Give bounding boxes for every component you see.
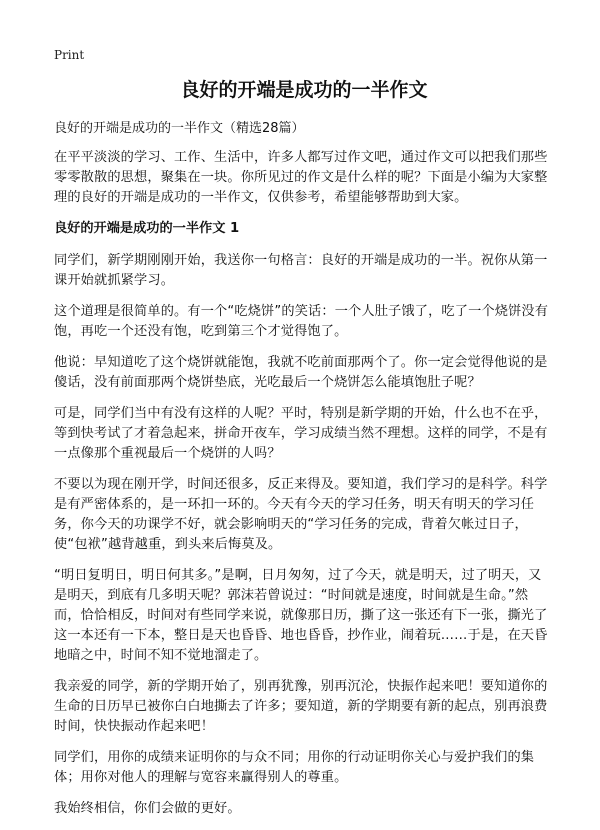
document-subtitle: 良好的开端是成功的一半作文（精选28篇） (54, 121, 305, 136)
print-link[interactable]: Print (54, 48, 85, 62)
intro-paragraph: 在平平淡淡的学习、工作、生活中，许多人都写过作文吧，通过作文可以把我们那些零零散散的思想，聚集在一块。你所见过的作文是什么样的呢？下面是小编为大家整理的良好的开端是成功的一半作文，仅供参考，希望能够帮助到大家。 (54, 150, 548, 205)
section-heading: 良好的开端是成功的一半作文 1 (54, 221, 240, 236)
document-title: 良好的开端是成功的一半作文 (180, 79, 428, 101)
body-paragraph: “明日复明日，明日何其多。”是啊，日月匆匆，过了今天，就是明天，过了明天，又是明天，到底有几多明天呢？郭沫若曾说过：“时间就是速度，时间就是生命。”然而，恰恰相反，时间对有些同学来说，就像那日历，撕了这一张还有下一张，撕光了这一本还有一下本，整日是天也昏昏、地也昏昏，抄作业，闹着玩……于是，在天昏地暗之中，时间不知不觉地溜走了。 (54, 568, 548, 663)
document-body (54, 148, 554, 830)
body-paragraph: 他说：早知道吃了这个烧饼就能饱，我就不吃前面那两个了。你一定会觉得他说的是傻话，没有前面那两个烧饼垫底，光吃最后一个烧饼怎么能填饱肚子呢？ (54, 355, 548, 390)
body-paragraph: 这个道理是很简单的。有一个“吃烧饼”的笑话：一个人肚子饿了，吃了一个烧饼没有饱，再吃一个还没有饱，吃到第三个才觉得饱了。 (54, 304, 549, 339)
body-paragraph: 可是，同学们当中有没有这样的人呢？平时，特别是新学期的开始，什么也不在乎，等到快考试了才着急起来，拼命开夜车，学习成绩当然不理想。这样的同学，不是有一点像那个重视最后一个烧饼的人吗？ (54, 406, 548, 461)
body-paragraph: 同学们，新学期刚刚开始，我送你一句格言：良好的开端是成功的一半。祝你从第一课开始就抓紧学习。 (54, 253, 548, 288)
body-paragraph: 不要以为现在刚开学，时间还很多，反正来得及。要知道，我们学习的是科学。科学是有严密体系的，是一环扣一环的。今天有今天的学习任务，明天有明天的学习任务，你今天的功课学不好，就会影响明天的“学习任务的完成，背着欠帐过日子，使“包袱”越背越重，到头来后悔莫及。 (54, 477, 548, 552)
body-paragraph: 我始终相信，你们会做的更好。 (54, 801, 241, 816)
body-paragraph: 同学们，用你的成绩来证明你的与众不同；用你的行动证明你关心与爱护我们的集体；用你对他人的理解与宽容来赢得别人的尊重。 (54, 750, 535, 785)
body-paragraph: 我亲爱的同学，新的学期开始了，别再犹豫，别再沉沦，快振作起来吧！要知道你的生命的日历早已被你白白地撕去了许多；要知道，新的学期要有新的起点，别再浪费时间，快快振动作起来吧！ (54, 679, 548, 734)
